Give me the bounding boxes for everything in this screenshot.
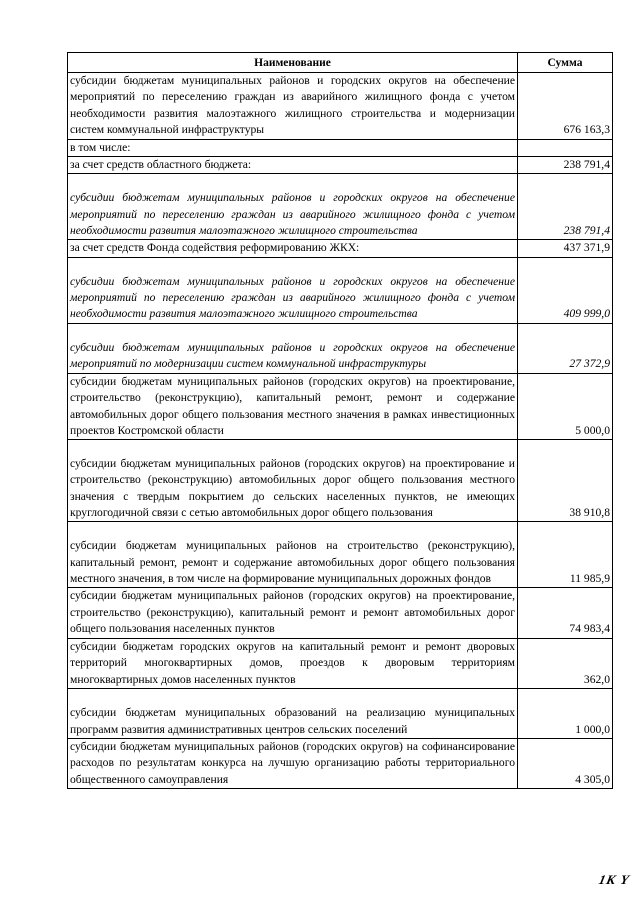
column-header-sum: Сумма [518,53,613,73]
row-name-cell: субсидии бюджетам муниципальных районов (городских округов) на софинансирование расходов по результатам конкурса на лучшую организацию работы территориального общественного самоуправления [68,738,518,788]
table-row [68,73,613,140]
table-row [68,588,613,638]
table-row [68,440,613,522]
row-name-cell: субсидии бюджетам муниципальных районов и городских округов на обеспечение мероприятий по модернизации систем коммунальной инфраструктуры [68,323,518,373]
row-name-cell: субсидии бюджетам городских округов на капитальный ремонт и ремонт дворовых территорий многоквартирных домов, проездов к дворовым территориям многоквартирных домов населенных пунктов [68,638,518,688]
row-sum-cell: 5 000,0 [518,373,613,440]
table-row [68,139,613,156]
row-sum-cell: 38 910,8 [518,440,613,522]
row-sum-cell: 238 791,4 [518,157,613,174]
row-sum-cell: 27 372,9 [518,323,613,373]
row-sum-cell: 437 371,9 [518,240,613,257]
row-sum-cell: 4 305,0 [518,738,613,788]
table-row [68,373,613,440]
row-name-cell: субсидии бюджетам муниципальных районов и городских округов на обеспечение мероприятий по переселению граждан из аварийного жилищного фонда с учетом необходимости развития малоэтажного жилищного строительства [68,174,518,240]
table-row [68,240,613,257]
budget-table [67,52,613,789]
column-header-name: Наименование [68,53,518,73]
row-name-cell: субсидии бюджетам муниципальных районов (городских округов) на проектирование, строительство (реконструкцию), капитальный ремонт, ремонт и содержание автомобильных дорог общего пользования местного значения в рамках инвестиционных проектов Костромской области [68,373,518,440]
row-sum-cell: 74 983,4 [518,588,613,638]
row-name-cell: в том числе: [68,139,518,156]
row-name-cell: за счет средств областного бюджета: [68,157,518,174]
row-sum-cell: 238 791,4 [518,174,613,240]
table-row [68,738,613,788]
row-name-cell: субсидии бюджетам муниципальных районов и городских округов на обеспечение мероприятий по переселению граждан из аварийного жилищного фонда с учетом необходимости развития малоэтажного жилищного строительства и модернизации систем коммунальной инфраструктуры [68,73,518,140]
table-row [68,522,613,588]
row-name-cell: субсидии бюджетам муниципальных районов на строительство (реконструкцию), капитальный ремонт, ремонт и содержание автомобильных дорог общего пользования местного значения, в том числе на формирование муниципальных дорожных фондов [68,522,518,588]
budget-table-sheet [67,52,612,789]
row-sum-cell: 409 999,0 [518,257,613,323]
table-row [68,688,613,738]
table-row [68,323,613,373]
row-name-cell: субсидии бюджетам муниципальных районов (городских округов) на проектирование, строительство (реконструкцию), капитальный ремонт и ремонт автомобильных дорог общего пользования населенных пунктов [68,588,518,638]
table-header-row [68,53,613,73]
table-row [68,257,613,323]
row-sum-cell: 362,0 [518,638,613,688]
page-mark: 1К Ү [597,872,632,887]
row-sum-cell: 676 163,3 [518,73,613,140]
table-row [68,157,613,174]
row-name-cell: субсидии бюджетам муниципальных районов (городских округов) на проектирование и строительство (реконструкцию) автомобильных дорог общего пользования местного значения с твердым покрытием до сельских населенных пунктов, не имеющих круглогодичной связи с сетью автомобильных дорог общего пользования [68,440,518,522]
table-row [68,638,613,688]
table-row [68,174,613,240]
row-sum-cell [518,139,613,156]
row-name-cell: субсидии бюджетам муниципальных районов и городских округов на обеспечение мероприятий по переселению граждан из аварийного жилищного фонда с учетом необходимости развития малоэтажного жилищного строительства [68,257,518,323]
table-body [68,73,613,789]
row-name-cell: за счет средств Фонда содействия реформированию ЖКХ: [68,240,518,257]
row-sum-cell: 1 000,0 [518,688,613,738]
row-name-cell: субсидии бюджетам муниципальных образований на реализацию муниципальных программ развития административных центров сельских поселений [68,688,518,738]
row-sum-cell: 11 985,9 [518,522,613,588]
